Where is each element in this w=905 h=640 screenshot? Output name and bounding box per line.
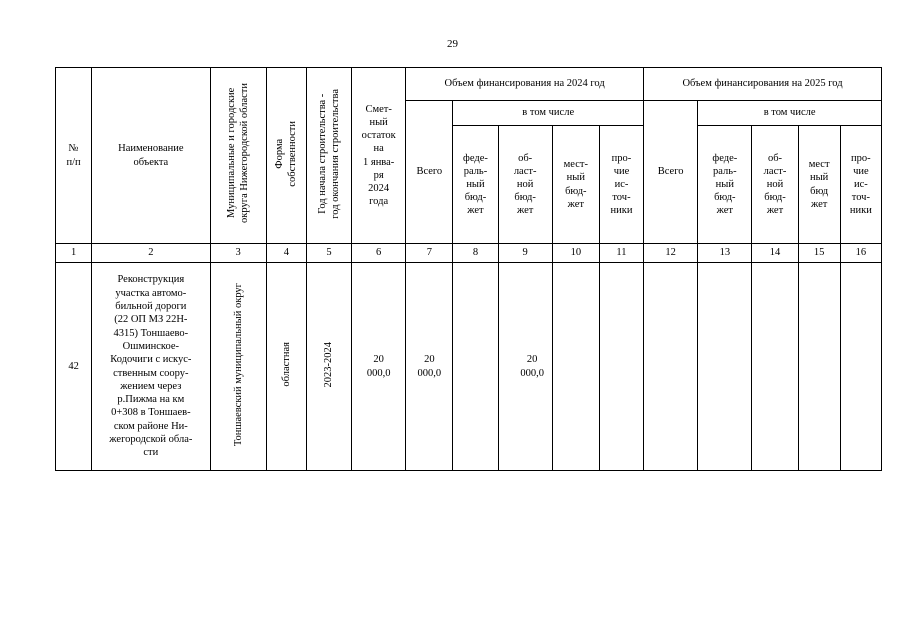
header-other-2025: про- чие ис- точ- ники [840,126,881,244]
table-row [56,263,882,471]
column-number: 2 [92,244,210,263]
header-regional-2024: об- ласт- ной бюд- жет [498,126,552,244]
object-name: Реконструкция участка автомо- бильной дороги (22 ОП МЗ 22Н- 4315) Тоншаево- Ошминское- Кодочиги с искус- ственным соору- жением через р.Пижма на км 0+308 в Тоншаев- ском районе Ни- жегородской обла- сти [92,263,210,471]
column-number: 12 [644,244,698,263]
page-number: 29 [447,38,458,50]
column-number: 16 [840,244,881,263]
municipality-cell: Тоншаевский муниципальный округ [210,263,266,471]
federal-2025-cell [698,263,752,471]
header-municipality: Муниципальные и городские округа Нижегородской области [210,68,266,244]
column-number: 3 [210,244,266,263]
other-2025-cell [840,263,881,471]
header-federal-2024: феде- раль- ный бюд- жет [453,126,498,244]
local-2024-cell [552,263,599,471]
column-number: 11 [599,244,643,263]
header-financing-2024: Объем финансирования на 2024 год [406,68,644,101]
column-number: 4 [266,244,306,263]
header-financing-2025: Объем финансирования на 2025 год [644,68,882,101]
row-num: 42 [56,263,92,471]
total-2025-cell [644,263,698,471]
header-local-2024: мест- ный бюд- жет [552,126,599,244]
other-2024-cell [599,263,643,471]
header-name: Наименование объекта [92,68,210,244]
column-number: 6 [352,244,406,263]
financing-table [55,67,882,471]
column-number-row [56,244,882,263]
local-2025-cell [798,263,840,471]
ownership-cell: областная [266,263,306,471]
column-number: 13 [698,244,752,263]
column-number: 9 [498,244,552,263]
header-years: Год начала строительства - год окончания строительства [306,68,351,244]
federal-2024-cell [453,263,498,471]
header-including-2024: в том числе [453,101,644,126]
header-federal-2025: феде- раль- ный бюд- жет [698,126,752,244]
years-cell: 2023-2024 [306,263,351,471]
header-total-2024: Всего [406,101,453,244]
regional-2024-cell: 20 000,0 [498,263,552,471]
header-including-2025: в том числе [698,101,882,126]
column-number: 5 [306,244,351,263]
column-number: 10 [552,244,599,263]
header-num: № п/п [56,68,92,244]
header-balance: Смет- ный остаток на 1 янва- ря 2024 года [352,68,406,244]
header-other-2024: про- чие ис- точ- ники [599,126,643,244]
column-number: 8 [453,244,498,263]
header-local-2025: мест ный бюд жет [798,126,840,244]
column-number: 7 [406,244,453,263]
column-number: 15 [798,244,840,263]
column-number: 1 [56,244,92,263]
total-2024-cell: 20 000,0 [406,263,453,471]
balance-cell: 20 000,0 [352,263,406,471]
regional-2025-cell [752,263,798,471]
column-number: 14 [752,244,798,263]
header-total-2025: Всего [644,101,698,244]
header-regional-2025: об- ласт- ной бюд- жет [752,126,798,244]
header-ownership: Форма собственности [266,68,306,244]
